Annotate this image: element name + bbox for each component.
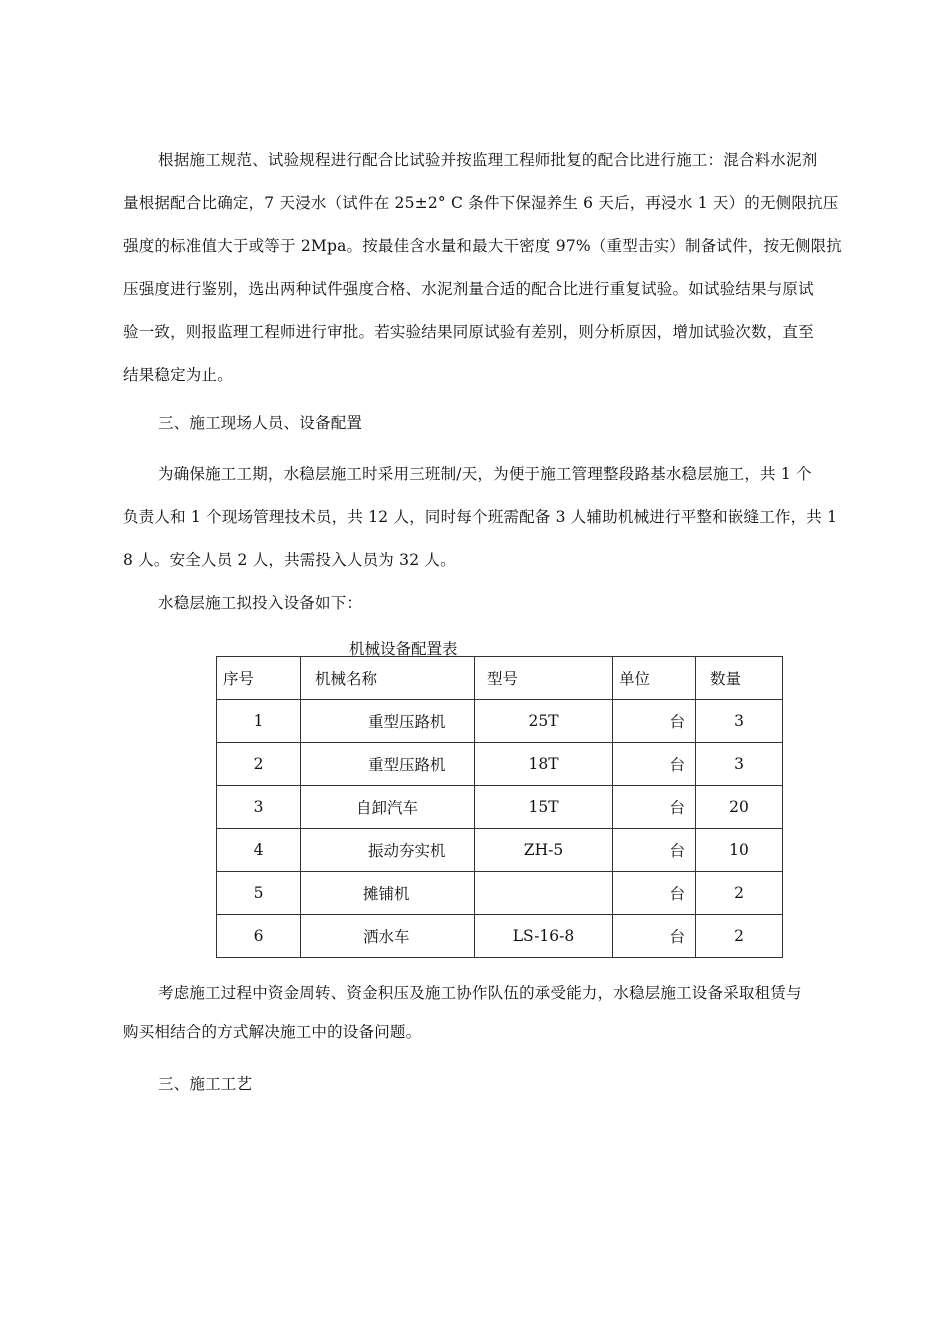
cell-quantity: 20 [696, 786, 783, 829]
equipment-intro: 水稳层施工拟投入设备如下： [158, 594, 363, 612]
cell-model: 15T [475, 786, 613, 829]
cell-model: ZH-5 [475, 829, 613, 872]
table-row [217, 872, 783, 915]
equipment-table [216, 656, 783, 958]
table-header-row [217, 657, 783, 700]
cell-quantity: 10 [696, 829, 783, 872]
cell-unit: 台 [613, 915, 696, 958]
cell-quantity: 2 [696, 915, 783, 958]
paragraph-line: 8 人。安全人员 2 人，共需投入人员为 32 人。 [123, 551, 456, 569]
cell-index: 4 [217, 829, 301, 872]
paragraph-line: 强度的标准值大于或等于 2Mpa。按最佳含水量和最大干密度 97%（重型击实）制备试件，按无侧限抗 [123, 237, 843, 255]
cell-index: 5 [217, 872, 301, 915]
header-cell-unit: 单位 [613, 657, 696, 700]
paragraph-line: 根据施工规范、试验规程进行配合比试验并按监理工程师批复的配合比进行施工：混合料水泥剂 [158, 151, 818, 169]
table-row [217, 743, 783, 786]
paragraph-line: 验一致，则报监理工程师进行审批。若实验结果同原试验有差别，则分析原因，增加试验次数，直至 [123, 323, 814, 341]
cell-machine-name: 振动夯实机 [301, 829, 475, 872]
paragraph-line: 压强度进行鉴别，选出两种试件强度合格、水泥剂量合适的配合比进行重复试验。如试验结果与原试 [123, 280, 814, 298]
cell-machine-name: 摊铺机 [301, 872, 475, 915]
table-row [217, 915, 783, 958]
header-cell-model: 型号 [475, 657, 613, 700]
paragraph-line: 考虑施工过程中资金周转、资金积压及施工协作队伍的承受能力，水稳层施工设备采取租赁与 [158, 984, 802, 1002]
table-row [217, 786, 783, 829]
cell-unit: 台 [613, 829, 696, 872]
section-heading: 三、施工工艺 [158, 1075, 253, 1093]
cell-model: 18T [475, 743, 613, 786]
paragraph-line: 购买相结合的方式解决施工中的设备问题。 [123, 1023, 422, 1041]
cell-unit: 台 [613, 743, 696, 786]
cell-machine-name: 自卸汽车 [301, 786, 475, 829]
paragraph-line: 量根据配合比确定，7 天浸水（试件在 25±2° C 条件下保湿养生 6 天后，再浸水 1 天）的无侧限抗压 [123, 194, 839, 212]
cell-index: 1 [217, 700, 301, 743]
cell-quantity: 2 [696, 872, 783, 915]
cell-quantity: 3 [696, 743, 783, 786]
cell-quantity: 3 [696, 700, 783, 743]
cell-machine-name: 重型压路机 [301, 743, 475, 786]
header-cell-index: 序号 [217, 657, 301, 700]
cell-index: 6 [217, 915, 301, 958]
cell-unit: 台 [613, 872, 696, 915]
header-cell-machine-name: 机械名称 [301, 657, 475, 700]
cell-unit: 台 [613, 786, 696, 829]
cell-machine-name: 重型压路机 [301, 700, 475, 743]
cell-model: 25T [475, 700, 613, 743]
paragraph-line: 结果稳定为止。 [123, 366, 233, 384]
cell-machine-name: 洒水车 [301, 915, 475, 958]
cell-model: LS-16-8 [475, 915, 613, 958]
table-row [217, 700, 783, 743]
paragraph-line: 负责人和 1 个现场管理技术员，共 12 人，同时每个班需配备 3 人辅助机械进行平整和嵌缝工作，共 1 [123, 508, 838, 526]
cell-unit: 台 [613, 700, 696, 743]
header-cell-quantity: 数量 [696, 657, 783, 700]
section-heading: 三、施工现场人员、设备配置 [158, 414, 363, 432]
paragraph-line: 为确保施工工期，水稳层施工时采用三班制/天，为便于施工管理整段路基水稳层施工，共 1 个 [158, 465, 812, 483]
table-caption: 机械设备配置表 [349, 640, 458, 658]
cell-index: 3 [217, 786, 301, 829]
cell-index: 2 [217, 743, 301, 786]
cell-model [475, 872, 613, 915]
table-row [217, 829, 783, 872]
